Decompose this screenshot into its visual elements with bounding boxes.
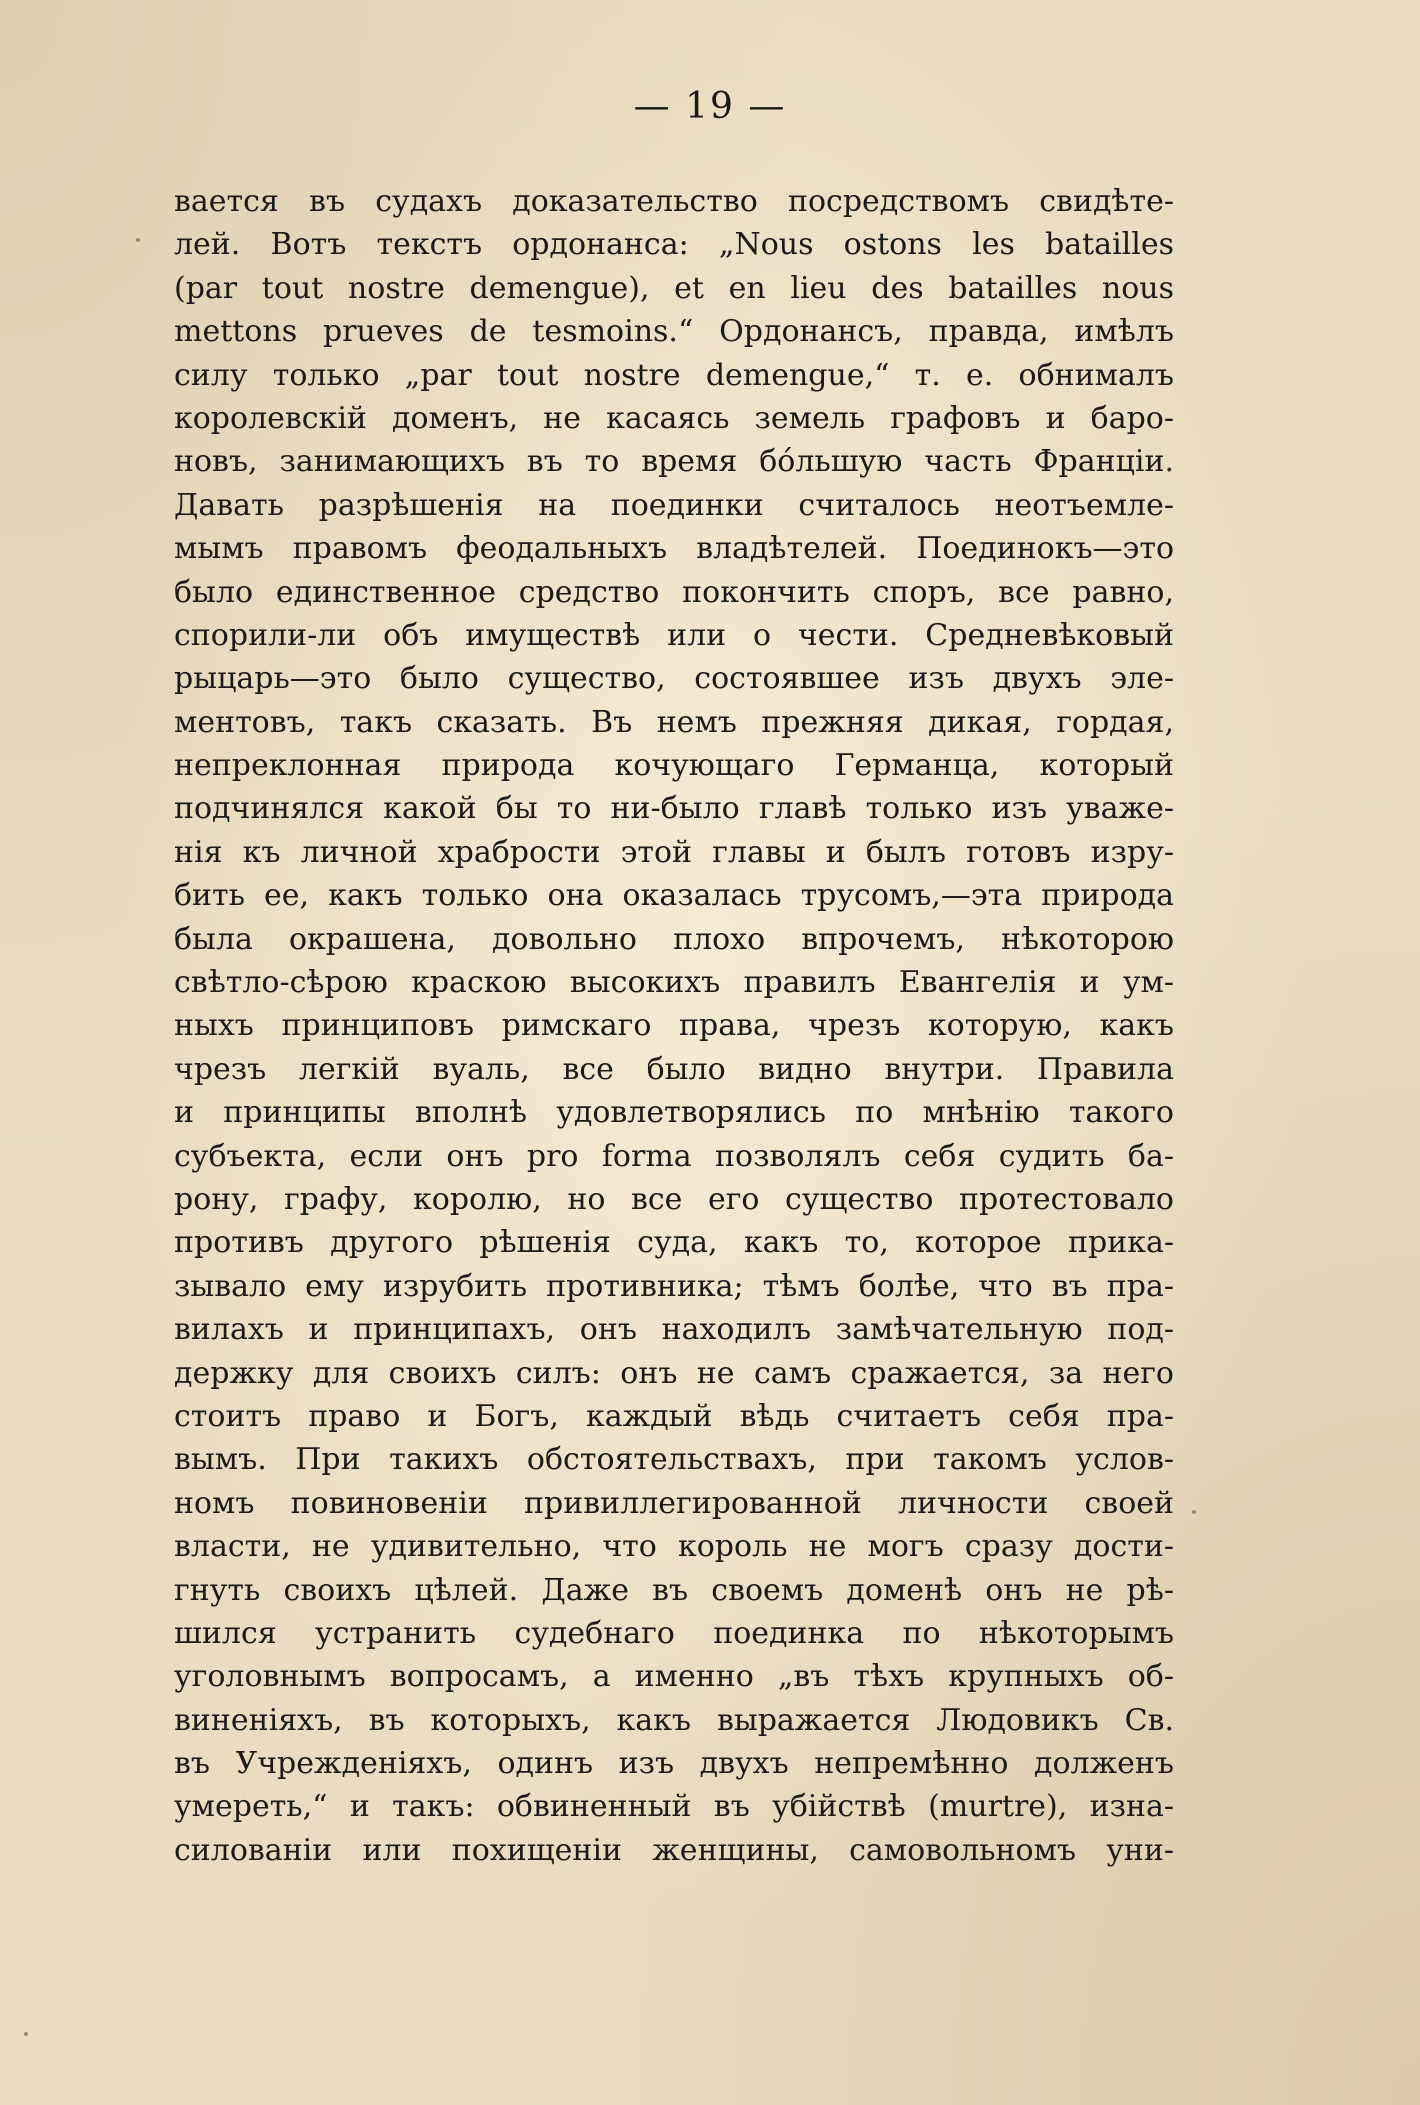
text-line: и принципы вполнѣ удовлетворялись по мнѣнію такого — [174, 1095, 1174, 1131]
paper-speck — [1192, 1510, 1196, 1514]
text-line: силу только „par tout nostre demengue,“ т. е. обнималъ — [174, 357, 1174, 393]
text-line: держку для своихъ силъ: онъ не самъ сражается, за него — [174, 1355, 1174, 1391]
text-line: чрезъ легкій вуаль, все было видно внутри. Правила — [174, 1051, 1174, 1087]
text-line: уголовнымъ вопросамъ, а именно „въ тѣхъ крупныхъ об- — [174, 1659, 1174, 1695]
paper-speck — [136, 238, 140, 242]
text-line: зывало ему изрубить противника; тѣмъ болѣе, что въ пра- — [174, 1268, 1174, 1304]
text-line: рыцарь—это было существо, состоявшее изъ двухъ эле- — [174, 661, 1174, 697]
text-line: новъ, занимающихъ въ то время бóльшую часть Франціи. — [174, 444, 1174, 480]
text-line: ныхъ принциповъ римскаго права, чрезъ которую, какъ — [174, 1008, 1174, 1044]
text-line: гнуть своихъ цѣлей. Даже въ своемъ доменѣ онъ не рѣ- — [174, 1572, 1174, 1608]
text-line: номъ повиновеніи привиллегированной личности своей — [174, 1485, 1174, 1521]
text-line: виненіяхъ, въ которыхъ, какъ выражается Людовикъ Св. — [174, 1702, 1174, 1738]
text-line: силованіи или похищеніи женщины, самовольномъ уни- — [174, 1832, 1174, 1868]
page-number: — 19 — — [633, 86, 787, 127]
text-line: субъекта, если онъ pro forma позволялъ себя судить ба- — [174, 1138, 1174, 1174]
text-line: непреклонная природа кочующаго Германца, который — [174, 748, 1174, 784]
paper-speck — [24, 2032, 28, 2036]
text-line: было единственное средство покончить споръ, все равно, — [174, 574, 1174, 610]
text-line: mettons prueves de tesmoins.“ Ордонансъ, правда, имѣлъ — [174, 314, 1174, 350]
text-line: королевскій доменъ, не касаясь земель графовъ и баро- — [174, 400, 1174, 436]
text-line: власти, не удивительно, что король не могъ сразу дости- — [174, 1529, 1174, 1565]
text-line: бить ее, какъ только она оказалась трусомъ,—эта природа — [174, 878, 1174, 914]
text-line: умереть,“ и такъ: обвиненный въ убійствѣ (murtre), изна- — [174, 1789, 1174, 1825]
text-line: рону, графу, королю, но все его существо протестовало — [174, 1181, 1174, 1217]
text-line: ментовъ, такъ сказать. Въ немъ прежняя дикая, гордая, — [174, 704, 1174, 740]
text-line: (par tout nostre demengue), et en lieu des batailles nous — [174, 270, 1174, 306]
text-line: лей. Вотъ текстъ ордонанса: „Nous ostons les batailles — [174, 227, 1174, 263]
text-line: свѣтло-сѣрою краскою высокихъ правилъ Евангелія и ум- — [174, 965, 1174, 1001]
text-line: стоитъ право и Богъ, каждый вѣдь считаетъ себя пра- — [174, 1398, 1174, 1434]
text-line: Давать разрѣшенія на поединки считалось неотъемле- — [174, 487, 1174, 523]
text-line: подчинялся какой бы то ни-было главѣ только изъ уваже- — [174, 791, 1174, 827]
text-line: вается въ судахъ доказательство посредствомъ свидѣте- — [174, 184, 1174, 219]
text-line: спорили-ли объ имуществѣ или о чести. Средневѣковый — [174, 617, 1174, 653]
text-line: была окрашена, довольно плохо впрочемъ, нѣкоторою — [174, 921, 1174, 957]
text-line: нія къ личной храбрости этой главы и былъ готовъ изру- — [174, 834, 1174, 870]
text-line: въ Учрежденіяхъ, одинъ изъ двухъ непремѣнно долженъ — [174, 1746, 1174, 1782]
text-line: противъ другого рѣшенія суда, какъ то, которое прика- — [174, 1225, 1174, 1261]
text-line: вилахъ и принципахъ, онъ находилъ замѣчательную под- — [174, 1312, 1174, 1348]
text-line: вымъ. При такихъ обстоятельствахъ, при такомъ услов- — [174, 1442, 1174, 1478]
text-line: шился устранить судебнаго поединка по нѣкоторымъ — [174, 1615, 1174, 1651]
text-line: мымъ правомъ феодальныхъ владѣтелей. Поединокъ—это — [174, 531, 1174, 567]
text-column — [174, 180, 1174, 1872]
